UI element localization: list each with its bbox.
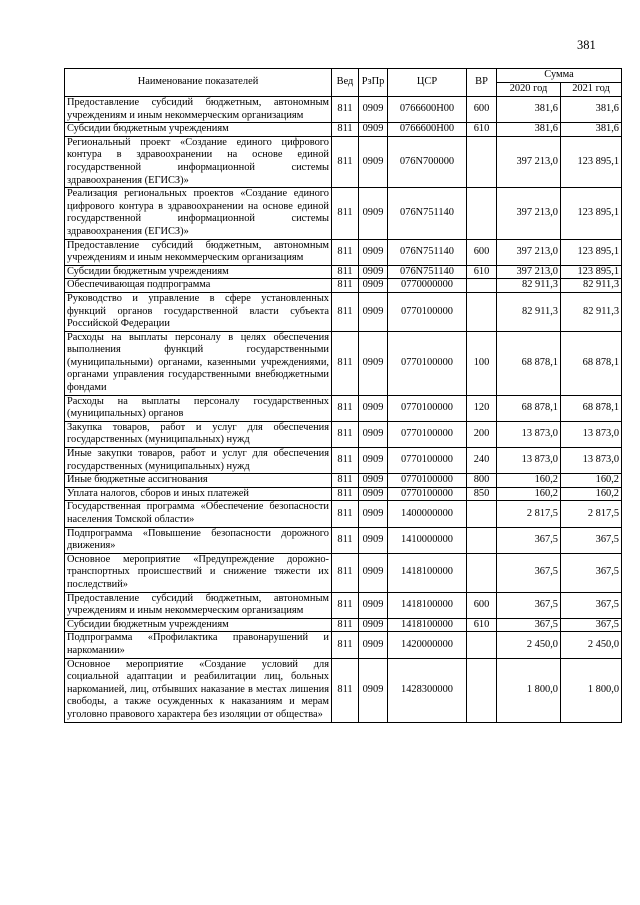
table-row	[65, 592, 622, 618]
cell-2020: 397 213,0	[497, 188, 561, 239]
cell-rzpr: 0909	[359, 421, 388, 447]
cell-rzpr: 0909	[359, 632, 388, 658]
cell-rzpr: 0909	[359, 279, 388, 293]
cell-ved: 811	[332, 487, 359, 501]
cell-2021: 367,5	[561, 553, 622, 592]
cell-2020: 160,2	[497, 474, 561, 488]
cell-vr: 610	[467, 123, 497, 137]
table-row	[65, 136, 622, 187]
cell-2021: 367,5	[561, 618, 622, 632]
cell-2021: 2 817,5	[561, 501, 622, 527]
cell-name: Предоставление субсидий бюджетным, автономным учреждениям и иным некоммерческим организациям	[65, 239, 332, 265]
cell-rzpr: 0909	[359, 618, 388, 632]
cell-ved: 811	[332, 501, 359, 527]
header-name: Наименование показателей	[65, 69, 332, 97]
cell-csr: 076N751140	[388, 239, 467, 265]
cell-name: Субсидии бюджетным учреждениям	[65, 123, 332, 137]
cell-2021: 367,5	[561, 527, 622, 553]
cell-2021: 82 911,3	[561, 279, 622, 293]
cell-vr	[467, 632, 497, 658]
cell-ved: 811	[332, 395, 359, 421]
cell-vr	[467, 279, 497, 293]
cell-rzpr: 0909	[359, 474, 388, 488]
cell-csr: 1400000000	[388, 501, 467, 527]
cell-rzpr: 0909	[359, 592, 388, 618]
cell-name: Основное мероприятие «Предупреждение дорожно-транспортных происшествий и снижение тяжести их последствий»	[65, 553, 332, 592]
table-header	[65, 69, 622, 97]
budget-table	[64, 68, 622, 723]
cell-rzpr: 0909	[359, 239, 388, 265]
table-row	[65, 279, 622, 293]
table-row	[65, 123, 622, 137]
cell-ved: 811	[332, 136, 359, 187]
cell-2020: 381,6	[497, 97, 561, 123]
cell-name: Подпрограмма «Повышение безопасности дорожного движения»	[65, 527, 332, 553]
cell-2021: 68 878,1	[561, 331, 622, 395]
cell-2020: 367,5	[497, 553, 561, 592]
cell-csr: 0770100000	[388, 448, 467, 474]
cell-2021: 367,5	[561, 592, 622, 618]
cell-ved: 811	[332, 421, 359, 447]
cell-ved: 811	[332, 292, 359, 331]
cell-name: Реализация региональных проектов «Создание единого цифрового контура в здравоохранении на основе единой государственной информационной системы здравоохранения (ЕГИСЗ)»	[65, 188, 332, 239]
cell-2020: 68 878,1	[497, 395, 561, 421]
cell-vr: 600	[467, 239, 497, 265]
table-row	[65, 421, 622, 447]
cell-csr: 076N751140	[388, 265, 467, 279]
cell-name: Иные бюджетные ассигнования	[65, 474, 332, 488]
cell-ved: 811	[332, 658, 359, 722]
cell-2020: 2 817,5	[497, 501, 561, 527]
cell-csr: 076N700000	[388, 136, 467, 187]
cell-rzpr: 0909	[359, 527, 388, 553]
table-row	[65, 487, 622, 501]
cell-rzpr: 0909	[359, 188, 388, 239]
cell-2021: 13 873,0	[561, 421, 622, 447]
table-body	[65, 97, 622, 723]
cell-ved: 811	[332, 265, 359, 279]
cell-vr: 100	[467, 331, 497, 395]
cell-2020: 82 911,3	[497, 279, 561, 293]
cell-csr: 1418100000	[388, 618, 467, 632]
table-row	[65, 618, 622, 632]
header-ved: Вед	[332, 69, 359, 97]
cell-ved: 811	[332, 474, 359, 488]
table-row	[65, 265, 622, 279]
cell-rzpr: 0909	[359, 487, 388, 501]
table-row	[65, 331, 622, 395]
cell-name: Подпрограмма «Профилактика правонарушений и наркомании»	[65, 632, 332, 658]
table-row	[65, 553, 622, 592]
cell-csr: 1428300000	[388, 658, 467, 722]
cell-2020: 397 213,0	[497, 239, 561, 265]
cell-ved: 811	[332, 618, 359, 632]
cell-csr: 1410000000	[388, 527, 467, 553]
cell-2021: 160,2	[561, 487, 622, 501]
cell-rzpr: 0909	[359, 136, 388, 187]
cell-ved: 811	[332, 188, 359, 239]
cell-2020: 397 213,0	[497, 265, 561, 279]
cell-2020: 381,6	[497, 123, 561, 137]
cell-name: Обеспечивающая подпрограмма	[65, 279, 332, 293]
cell-rzpr: 0909	[359, 395, 388, 421]
cell-csr: 0770100000	[388, 421, 467, 447]
cell-2020: 13 873,0	[497, 448, 561, 474]
cell-2020: 82 911,3	[497, 292, 561, 331]
cell-ved: 811	[332, 279, 359, 293]
header-vr: ВР	[467, 69, 497, 97]
table-row	[65, 239, 622, 265]
cell-rzpr: 0909	[359, 448, 388, 474]
table-row	[65, 658, 622, 722]
header-rzpr: РзПр	[359, 69, 388, 97]
cell-vr: 610	[467, 265, 497, 279]
cell-name: Региональный проект «Создание единого цифрового контура в здравоохранении на основе единой государственной информационной системы здравоохранения (ЕГИСЗ)»	[65, 136, 332, 187]
cell-2020: 367,5	[497, 592, 561, 618]
table-row	[65, 188, 622, 239]
header-csr: ЦСР	[388, 69, 467, 97]
cell-ved: 811	[332, 592, 359, 618]
cell-2021: 123 895,1	[561, 188, 622, 239]
cell-2021: 1 800,0	[561, 658, 622, 722]
cell-2021: 381,6	[561, 123, 622, 137]
cell-csr: 0770100000	[388, 395, 467, 421]
cell-csr: 1420000000	[388, 632, 467, 658]
cell-2020: 2 450,0	[497, 632, 561, 658]
cell-2021: 123 895,1	[561, 265, 622, 279]
cell-rzpr: 0909	[359, 265, 388, 279]
cell-csr: 0770100000	[388, 292, 467, 331]
table-row	[65, 501, 622, 527]
cell-ved: 811	[332, 448, 359, 474]
table-row	[65, 527, 622, 553]
cell-rzpr: 0909	[359, 292, 388, 331]
table-row	[65, 292, 622, 331]
cell-csr: 0770100000	[388, 331, 467, 395]
cell-name: Расходы на выплаты персоналу государственных (муниципальных) органов	[65, 395, 332, 421]
cell-vr: 600	[467, 97, 497, 123]
header-sum: Сумма	[497, 69, 622, 83]
cell-vr	[467, 527, 497, 553]
cell-ved: 811	[332, 632, 359, 658]
cell-2020: 68 878,1	[497, 331, 561, 395]
cell-ved: 811	[332, 553, 359, 592]
cell-2020: 160,2	[497, 487, 561, 501]
cell-2020: 13 873,0	[497, 421, 561, 447]
cell-vr: 850	[467, 487, 497, 501]
cell-csr: 076N751140	[388, 188, 467, 239]
cell-name: Закупка товаров, работ и услуг для обеспечения государственных (муниципальных) нужд	[65, 421, 332, 447]
cell-2021: 82 911,3	[561, 292, 622, 331]
table-row	[65, 448, 622, 474]
cell-rzpr: 0909	[359, 501, 388, 527]
cell-vr	[467, 188, 497, 239]
cell-vr: 600	[467, 592, 497, 618]
cell-2020: 367,5	[497, 527, 561, 553]
cell-vr: 120	[467, 395, 497, 421]
cell-2021: 381,6	[561, 97, 622, 123]
cell-ved: 811	[332, 239, 359, 265]
table-row	[65, 97, 622, 123]
cell-2020: 397 213,0	[497, 136, 561, 187]
cell-name: Субсидии бюджетным учреждениям	[65, 618, 332, 632]
cell-rzpr: 0909	[359, 123, 388, 137]
cell-rzpr: 0909	[359, 553, 388, 592]
cell-csr: 0766600H00	[388, 97, 467, 123]
header-year-2021: 2021 год	[561, 83, 622, 97]
cell-2020: 1 800,0	[497, 658, 561, 722]
cell-name: Расходы на выплаты персоналу в целях обеспечения выполнения функций государственными (муниципальными) органами, казенными учреждениями, органами управления государственными внебюджетными фондами	[65, 331, 332, 395]
cell-ved: 811	[332, 331, 359, 395]
cell-rzpr: 0909	[359, 658, 388, 722]
cell-ved: 811	[332, 123, 359, 137]
cell-vr: 800	[467, 474, 497, 488]
cell-name: Руководство и управление в сфере установленных функций органов государственной власти субъекта Российской Федерации	[65, 292, 332, 331]
cell-2021: 123 895,1	[561, 239, 622, 265]
cell-2021: 68 878,1	[561, 395, 622, 421]
cell-name: Предоставление субсидий бюджетным, автономным учреждениям и иным некоммерческим организациям	[65, 592, 332, 618]
cell-vr	[467, 501, 497, 527]
cell-2021: 123 895,1	[561, 136, 622, 187]
cell-rzpr: 0909	[359, 331, 388, 395]
cell-2021: 160,2	[561, 474, 622, 488]
cell-rzpr: 0909	[359, 97, 388, 123]
cell-name: Основное мероприятие «Создание условий для социальной адаптации и реабилитации лиц, больных наркоманией, лиц, отбывших наказание в местах лишения свободы, а также осужденных к наказаниям и мерам уголовно правового характера без изоляции от общества»	[65, 658, 332, 722]
cell-name: Государственная программа «Обеспечение безопасности населения Томской области»	[65, 501, 332, 527]
table-row	[65, 474, 622, 488]
cell-ved: 811	[332, 97, 359, 123]
cell-name: Предоставление субсидий бюджетным, автономным учреждениям и иным некоммерческим организациям	[65, 97, 332, 123]
cell-vr: 240	[467, 448, 497, 474]
cell-name: Субсидии бюджетным учреждениям	[65, 265, 332, 279]
cell-vr	[467, 292, 497, 331]
cell-2021: 13 873,0	[561, 448, 622, 474]
page-number: 381	[577, 38, 596, 52]
table-row	[65, 632, 622, 658]
cell-2020: 367,5	[497, 618, 561, 632]
cell-ved: 811	[332, 527, 359, 553]
cell-vr	[467, 136, 497, 187]
cell-2021: 2 450,0	[561, 632, 622, 658]
cell-name: Иные закупки товаров, работ и услуг для обеспечения государственных (муниципальных) нужд	[65, 448, 332, 474]
cell-csr: 1418100000	[388, 592, 467, 618]
header-year-2020: 2020 год	[497, 83, 561, 97]
cell-vr: 200	[467, 421, 497, 447]
cell-csr: 0766600H00	[388, 123, 467, 137]
cell-csr: 1418100000	[388, 553, 467, 592]
cell-csr: 0770100000	[388, 487, 467, 501]
cell-vr: 610	[467, 618, 497, 632]
table-row	[65, 395, 622, 421]
cell-csr: 0770000000	[388, 279, 467, 293]
cell-csr: 0770100000	[388, 474, 467, 488]
cell-vr	[467, 553, 497, 592]
cell-name: Уплата налогов, сборов и иных платежей	[65, 487, 332, 501]
cell-vr	[467, 658, 497, 722]
